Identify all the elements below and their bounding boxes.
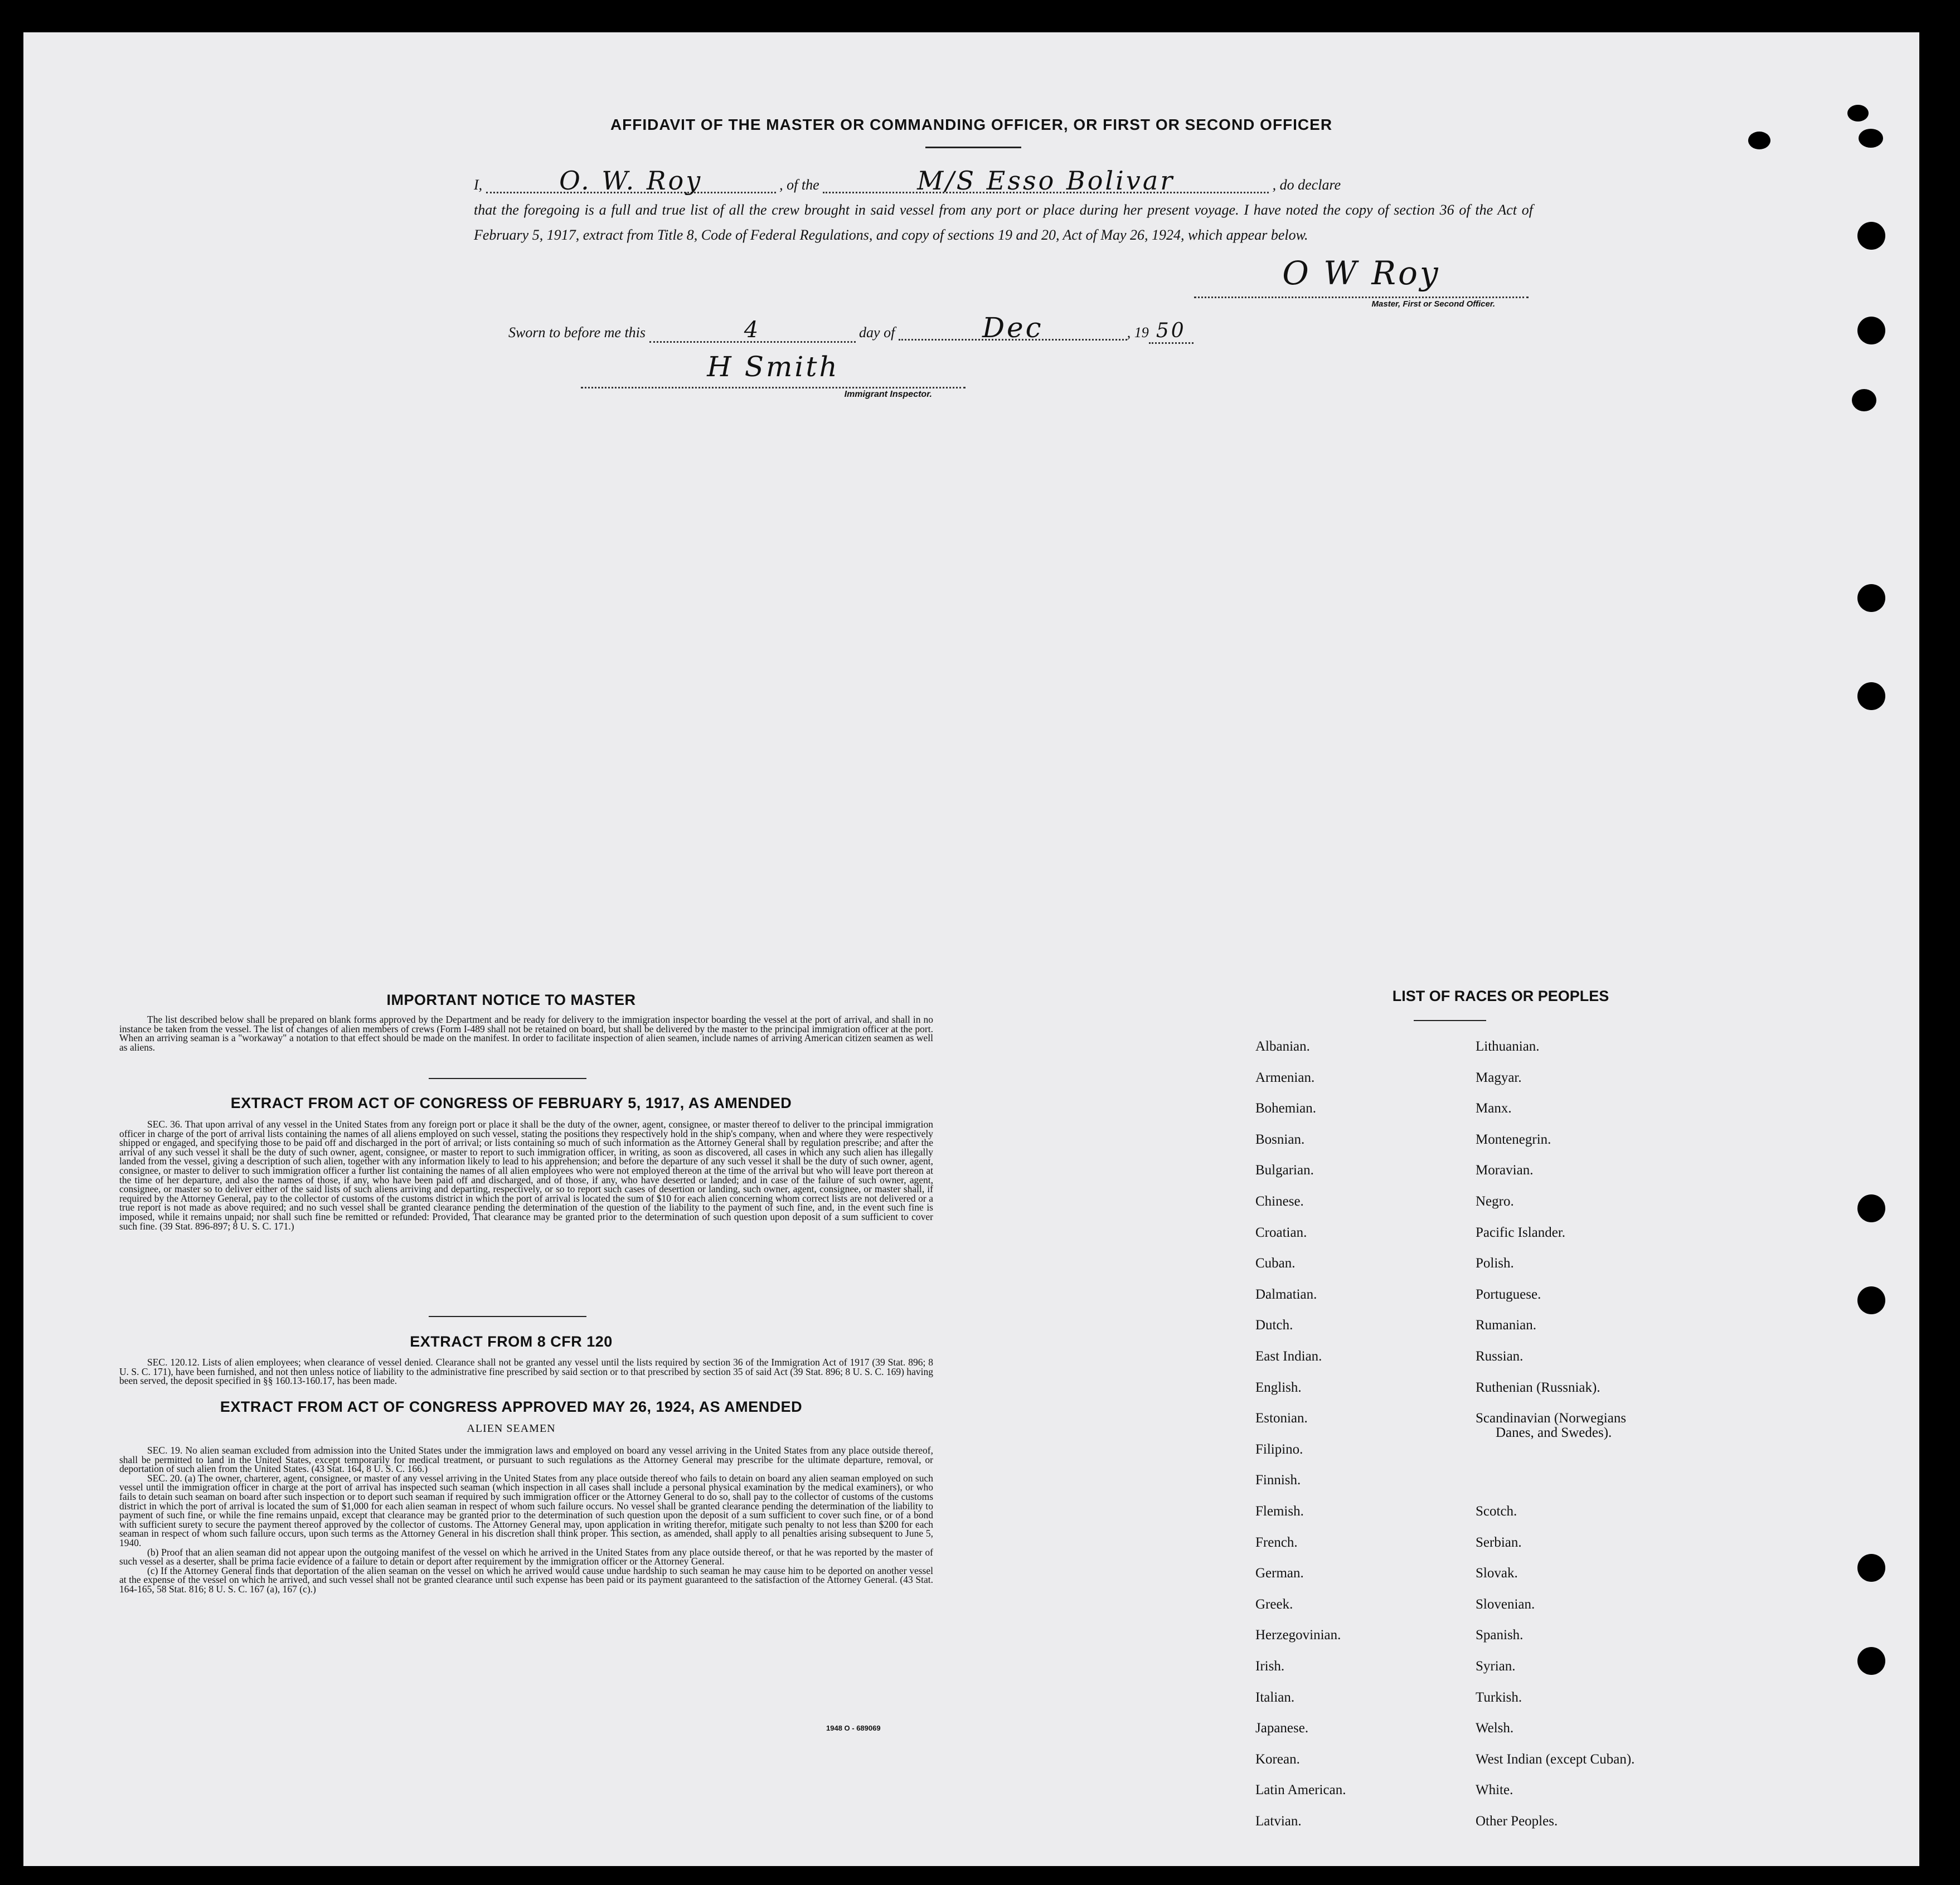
punch-hole bbox=[1857, 1286, 1885, 1314]
race-item: Welsh. bbox=[1476, 1721, 1514, 1736]
race-item: Estonian. bbox=[1255, 1411, 1308, 1426]
race-item: Greek. bbox=[1255, 1596, 1293, 1612]
punch-hole bbox=[1857, 584, 1885, 612]
race-item: Lithuanian. bbox=[1476, 1039, 1540, 1054]
race-item: Dutch. bbox=[1255, 1318, 1293, 1333]
race-item: German. bbox=[1255, 1566, 1304, 1581]
punch-hole bbox=[1857, 317, 1885, 344]
declarant-name: O. W. Roy bbox=[486, 169, 776, 193]
inspector-signature: H Smith bbox=[581, 356, 966, 388]
cfr-title: EXTRACT FROM 8 CFR 120 bbox=[410, 1333, 613, 1350]
race-item: Moravian. bbox=[1476, 1163, 1534, 1178]
race-item: West Indian (except Cuban). bbox=[1476, 1751, 1635, 1767]
master-signature-block bbox=[1194, 254, 1529, 309]
race-item: Scandinavian (Norwegians bbox=[1476, 1411, 1627, 1426]
race-item: Korean. bbox=[1255, 1751, 1300, 1767]
do-declare-label: , do declare bbox=[1272, 177, 1341, 193]
race-item: Flemish. bbox=[1255, 1504, 1304, 1519]
races-divider bbox=[1414, 1020, 1486, 1021]
day-of-label: day of bbox=[859, 324, 895, 341]
race-item: Dalmatian. bbox=[1255, 1286, 1317, 1302]
race-item: Portuguese. bbox=[1476, 1286, 1541, 1302]
race-item: Croatian. bbox=[1255, 1225, 1307, 1240]
race-item: White. bbox=[1476, 1782, 1513, 1798]
race-item: Slovak. bbox=[1476, 1566, 1518, 1581]
race-item: Other Peoples. bbox=[1476, 1814, 1558, 1829]
race-item: Chinese. bbox=[1255, 1194, 1304, 1209]
sec-36-paragraph: SEC. 36. That upon arrival of any vessel in the United States from any foreign port or place it shall be the duty of the owner, agent, consignee, or master thereof to deliver to the principal immigration officer in charge of the port of arrival lists containing the names of all aliens employed on such vessel, stating the positions they respectively hold in the ship's company, when and where they were respectively shipped or engaged, and specifying those to be paid off and discharged in the port of arrival; or lists containing so much of such information as the Attorney General shall by regulation prescribe; and after the arrival of any such vessel it shall be the duty of such owner, agent, consignee, or master to report to such immigration officer, in writing, as soon as discovered, all cases in which any such alien has illegally landed from the vessel, giving a description of such alien, together with any information likely to lead to his apprehension; and before the departure of any such vessel it shall be the duty of such owner, agent, consignee, or master to deliver to such immigration officer a further list containing the names of all alien employees who were not employed thereon at the time of the arrival but who will leave port thereon at the time of her departure, and also the names of those, if any, who have been paid off and discharged, and of those, if any, who have deserted or landed; and in case of the failure of such owner, agent, consignee, or master so to deliver either of the said lists of such aliens arriving and departing, respectively, or so to report such cases of desertion or landing, such owner, agent, consignee, or master shall, if required by the Attorney General, pay to the collector of customs of the customs district in which the port of arrival is located the sum of $10 for each alien concerning whom correct lists are not delivered or a true report is not made as above required; and no such vessel shall be granted clearance pending the determination of the question of the liability to the payment of such fine, and, in the event such fine is imposed, while it remains unpaid; nor shall such fine be remitted or refunded: Provided, That clearance may be granted prior to the determination of such question upon deposit of a sum sufficient to cover such fine. (39 Stat. 896-897; 8 U. S. C. 171.) bbox=[119, 1119, 933, 1232]
race-item: Russian. bbox=[1476, 1349, 1524, 1364]
race-item: Albanian. bbox=[1255, 1039, 1310, 1054]
extract-1924-title: EXTRACT FROM ACT OF CONGRESS APPROVED MAY 26, 1924, AS AMENDED bbox=[220, 1398, 803, 1415]
race-item: East Indian. bbox=[1255, 1349, 1322, 1364]
section-divider bbox=[429, 1078, 586, 1079]
sec-20b-paragraph: (b) Proof that an alien seaman did not appear upon the outgoing manifest of the vessel on which he arrived in the United States from any place outside thereof, or that he was reported by the master of such vessel as a deserter, shall be prima facie evidence of a failure to detain or deport after requirement by the immigration officer or the Attorney General. bbox=[119, 1546, 933, 1567]
race-item: Pacific Islander. bbox=[1476, 1225, 1566, 1240]
punch-hole bbox=[1857, 222, 1885, 250]
race-item: Cuban. bbox=[1255, 1256, 1296, 1271]
master-caption: Master, First or Second Officer. bbox=[1371, 299, 1495, 309]
race-item: Danes, and Swedes). bbox=[1496, 1425, 1612, 1441]
extract-1917-title: EXTRACT FROM ACT OF CONGRESS OF FEBRUARY 5, 1917, AS AMENDED bbox=[230, 1095, 792, 1111]
extract-1917-body bbox=[119, 1120, 933, 1231]
race-item: Spanish. bbox=[1476, 1627, 1524, 1643]
sec-20a-paragraph: SEC. 20. (a) The owner, charterer, agent, consignee, or master of any vessel arriving in the United States from any place outside thereof who fails to detain on board any alien seaman employed on such vessel until the immigration officer in charge at the port of arrival has inspected such seaman (which inspection in all cases shall include a personal physical examination by the medical examiners), or who fails to detain such seaman on board after such inspection or to deport such seaman if required by such immigration officer or the Attorney General to do so, shall pay to the collector of customs of the customs district in which the port of arrival is located the sum of $1,000 for each alien seaman in respect of whom such failure occurs. No vessel shall be granted clearance pending the determination of the liability to payment of such fine, or while the fine remains unpaid, except that clearance may be granted prior to the determination of such question upon the deposit of a sum sufficient to cover such fine, or of a bond with sufficient surety to secure the payment thereof approved by the collector of customs. The Attorney General may, upon application in writing therefor, mitigate such penalty to not less than $200 for each seaman in respect of whom such failure occurs, upon such terms as the Attorney General in his discretion shall think proper. This section, as amended, shall apply to all penalties arising subsequent to June 5, 1940. bbox=[119, 1472, 933, 1548]
punch-hole bbox=[1857, 1194, 1885, 1222]
affidavit-text bbox=[474, 166, 1533, 247]
affidavit-title: AFFIDAVIT OF THE MASTER OR COMMANDING OFFICER, OR FIRST OR SECOND OFFICER bbox=[610, 116, 1333, 133]
sworn-line bbox=[508, 312, 1194, 344]
sec-19-paragraph: SEC. 19. No alien seaman excluded from admission into the United States under the immigration laws and employed on board any vessel arriving in the United States from any place outside thereof, shall be permitted to land in the United States, except temporarily for medical treatment, or pursuant to such regulations as the Attorney General may prescribe for the ultimate departure, removal, or deportation of such alien from the United States. (43 Stat. 164, 8 U. S. C. 166.) bbox=[119, 1445, 933, 1475]
year-value: 50 bbox=[1149, 320, 1194, 344]
cfr-body bbox=[119, 1358, 933, 1386]
notice-title: IMPORTANT NOTICE TO MASTER bbox=[386, 992, 636, 1008]
sec-20c-paragraph: (c) If the Attorney General finds that deportation of the alien seaman on the vessel on which he arrived would cause undue hardship to such seaman he may cause him to be deported on another vessel at the expense of the vessel on which he arrived, and such vessel shall not be granted clearance until such expense has been paid or its payment guaranteed to the satisfaction of the Attorney General. (43 Stat. 164-165, 58 Stat. 816; 8 U. S. C. 167 (a), 167 (c).) bbox=[119, 1565, 933, 1595]
vessel-name: M/S Esso Bolivar bbox=[823, 169, 1269, 193]
race-item: Rumanian. bbox=[1476, 1318, 1537, 1333]
punch-hole bbox=[1857, 1554, 1885, 1582]
section-divider bbox=[429, 1316, 586, 1317]
year-label: , 19 bbox=[1127, 324, 1149, 341]
race-item: Latin American. bbox=[1255, 1782, 1346, 1798]
race-item: Japanese. bbox=[1255, 1721, 1309, 1736]
extract-1924-body bbox=[119, 1446, 933, 1594]
punch-hole bbox=[1857, 1647, 1885, 1675]
sworn-label: Sworn to before me this bbox=[508, 324, 646, 341]
race-item: French. bbox=[1255, 1534, 1298, 1550]
race-item: Manx. bbox=[1476, 1101, 1512, 1116]
race-item: Latvian. bbox=[1255, 1814, 1302, 1829]
document-page bbox=[23, 32, 1919, 1866]
race-item: Bosnian. bbox=[1255, 1131, 1305, 1147]
punch-hole bbox=[1857, 682, 1885, 710]
race-item: Irish. bbox=[1255, 1659, 1285, 1674]
races-title: LIST OF RACES OR PEOPLES bbox=[1392, 988, 1609, 1004]
title-divider bbox=[925, 147, 1021, 148]
race-item: Montenegrin. bbox=[1476, 1131, 1551, 1147]
declaration-body: that the foregoing is a full and true list of all the crew brought in said vessel from any port or place during her present voyage. I have noted the copy of section 36 of the Act of February 5, 1917, extract from Title 8, Code of Federal Regulations, and copy of sections 19 and 20, Act of May 26, 1924, which appear below. bbox=[474, 202, 1533, 243]
race-item: Ruthenian (Russniak). bbox=[1476, 1379, 1600, 1395]
race-item: Serbian. bbox=[1476, 1534, 1522, 1550]
punch-hole bbox=[1748, 132, 1770, 149]
of-the-label: , of the bbox=[779, 177, 819, 193]
race-item: Syrian. bbox=[1476, 1659, 1516, 1674]
day-value: 4 bbox=[649, 319, 856, 343]
race-item: Polish. bbox=[1476, 1256, 1514, 1271]
inspector-signature-block bbox=[581, 351, 966, 400]
race-item: Negro. bbox=[1476, 1194, 1514, 1209]
master-signature: O W Roy bbox=[1194, 262, 1529, 298]
sec-120-paragraph: SEC. 120.12. Lists of alien employees; when clearance of vessel denied. Clearance shall not be granted any vessel until the lists required by section 36 of the Immigration Act of 1917 (39 Stat. 896; 8 U. S. C. 171), have been furnished, and not then unless notice of liability to the administrative fine prescribed by said section or to that prescribed by section 35 of said Act (39 Stat. 896; 8 U. S. C. 169) having been served, the deposit specified in §§ 160.13-160.17, has been made. bbox=[119, 1357, 933, 1387]
race-item: Filipino. bbox=[1255, 1441, 1303, 1457]
i-label: I, bbox=[474, 177, 483, 193]
notice-body bbox=[119, 1015, 933, 1052]
print-code: 1948 O - 689069 bbox=[826, 1724, 881, 1732]
race-item: Italian. bbox=[1255, 1689, 1295, 1705]
race-item: Finnish. bbox=[1255, 1473, 1301, 1488]
race-item: Slovenian. bbox=[1476, 1596, 1535, 1612]
race-item: Armenian. bbox=[1255, 1070, 1315, 1085]
month-value: Dec bbox=[899, 317, 1127, 341]
race-item: Scotch. bbox=[1476, 1504, 1517, 1519]
race-item: English. bbox=[1255, 1379, 1302, 1395]
race-item: Herzegovinian. bbox=[1255, 1627, 1341, 1643]
race-item: Bulgarian. bbox=[1255, 1163, 1314, 1178]
declaration-line bbox=[474, 166, 1533, 197]
extract-1924-subtitle: ALIEN SEAMEN bbox=[467, 1422, 556, 1435]
race-item: Bohemian. bbox=[1255, 1101, 1317, 1116]
notice-paragraph: The list described below shall be prepared on blank forms approved by the Department and be ready for delivery to the immigration inspector boarding the vessel at the port of arrival, and shall in no instance be taken from the vessel. The list of changes of alien members of crews (Form I-489 shall not be retained on board, but shall be delivered by the master to the principal immigration officer at the port. When an arriving seaman is a "workaway" a notation to that effect should be made on the manifest. In order to facilitate inspection of alien seamen, include names of arriving American citizen seamen as well as aliens. bbox=[119, 1014, 933, 1053]
punch-hole bbox=[1852, 389, 1876, 411]
race-item: Turkish. bbox=[1476, 1689, 1522, 1705]
race-item: Magyar. bbox=[1476, 1070, 1522, 1085]
inspector-caption: Immigrant Inspector. bbox=[844, 390, 932, 399]
